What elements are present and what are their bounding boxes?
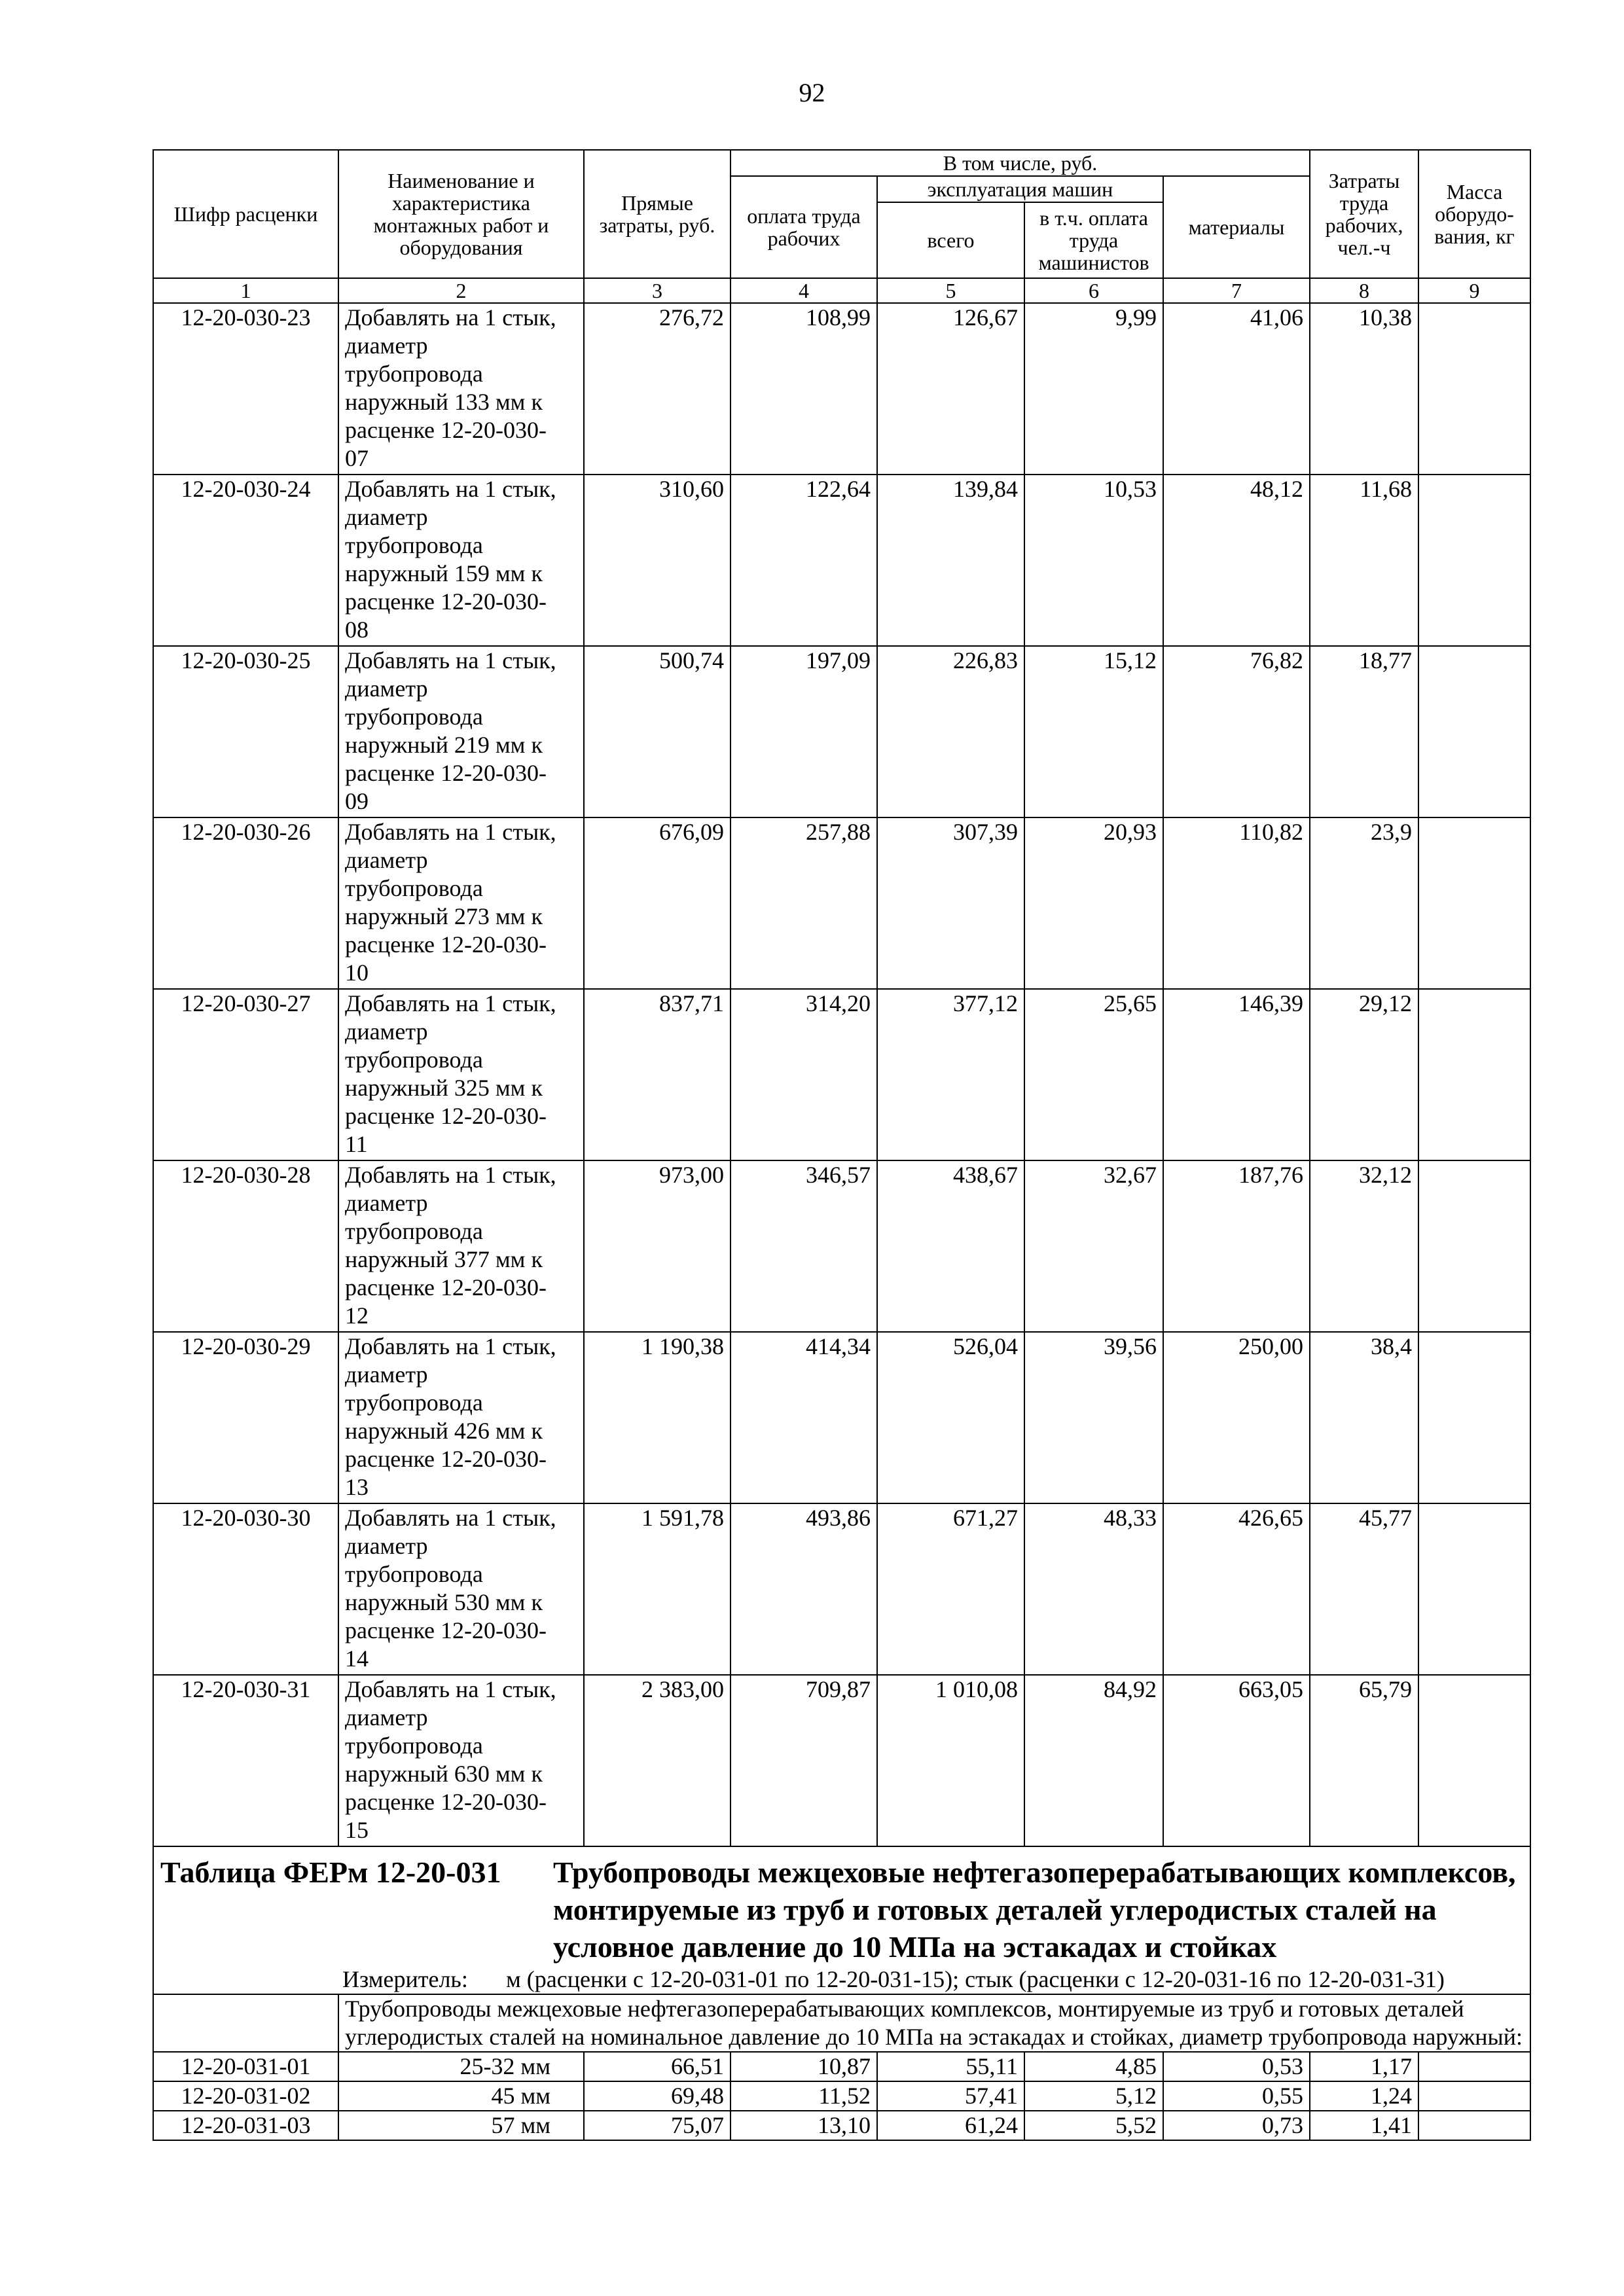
labor-hours: 11,68 xyxy=(1310,475,1418,646)
header-including: В том числе, руб. xyxy=(731,150,1310,176)
machinist-wages: 84,92 xyxy=(1024,1675,1163,1846)
machinist-wages: 25,65 xyxy=(1024,989,1163,1160)
direct-costs: 66,51 xyxy=(584,2052,731,2081)
rates-table xyxy=(153,149,1531,2141)
column-number: 7 xyxy=(1163,278,1310,303)
machine-costs: 126,67 xyxy=(877,303,1024,475)
machine-costs: 377,12 xyxy=(877,989,1024,1160)
worker-wages: 346,57 xyxy=(731,1160,877,1332)
work-description: Добавлять на 1 стык, диаметр трубопровода наружный 530 мм к расценке 12-20-030- 14 xyxy=(338,1503,584,1675)
table-row xyxy=(153,1675,1530,1846)
direct-costs: 1 190,38 xyxy=(584,1332,731,1503)
materials-cost: 146,39 xyxy=(1163,989,1310,1160)
table-row xyxy=(153,2111,1530,2140)
materials-cost: 0,73 xyxy=(1163,2111,1310,2140)
machine-costs: 307,39 xyxy=(877,817,1024,989)
rate-code: 12-20-030-25 xyxy=(153,646,338,817)
worker-wages: 197,09 xyxy=(731,646,877,817)
machinist-wages: 15,12 xyxy=(1024,646,1163,817)
direct-costs: 837,71 xyxy=(584,989,731,1160)
machine-costs: 1 010,08 xyxy=(877,1675,1024,1846)
machinist-wages: 32,67 xyxy=(1024,1160,1163,1332)
labor-hours: 1,24 xyxy=(1310,2081,1418,2111)
header-name: Наименование и характеристика монтажных работ и оборудования xyxy=(338,150,584,278)
table-row xyxy=(153,2081,1530,2111)
materials-cost: 0,53 xyxy=(1163,2052,1310,2081)
machinist-wages: 10,53 xyxy=(1024,475,1163,646)
table-caption xyxy=(160,1847,1530,1965)
machinist-wages: 48,33 xyxy=(1024,1503,1163,1675)
machine-costs: 57,41 xyxy=(877,2081,1024,2111)
materials-cost: 48,12 xyxy=(1163,475,1310,646)
work-description: Добавлять на 1 стык, диаметр трубопровода наружный 133 мм к расценке 12-20-030- 07 xyxy=(338,303,584,475)
column-number: 6 xyxy=(1024,278,1163,303)
labor-hours: 32,12 xyxy=(1310,1160,1418,1332)
table-row xyxy=(153,475,1530,646)
work-description: Добавлять на 1 стык, диаметр трубопровода наружный 426 мм к расценке 12-20-030- 13 xyxy=(338,1332,584,1503)
materials-cost: 663,05 xyxy=(1163,1675,1310,1846)
header-machinist-wages: в т.ч. оплата труда машинистов xyxy=(1024,202,1163,278)
materials-cost: 110,82 xyxy=(1163,817,1310,989)
table-caption-row xyxy=(153,1846,1530,1994)
labor-hours: 10,38 xyxy=(1310,303,1418,475)
direct-costs: 276,72 xyxy=(584,303,731,475)
worker-wages: 108,99 xyxy=(731,303,877,475)
work-description: Добавлять на 1 стык, диаметр трубопровода наружный 159 мм к расценке 12-20-030- 08 xyxy=(338,475,584,646)
materials-cost: 0,55 xyxy=(1163,2081,1310,2111)
meter-value: м (расценки с 12-20-031-01 по 12-20-031-15); стык (расценки с 12-20-031-16 по 12-20-031-31) xyxy=(506,1966,1445,1992)
column-number: 3 xyxy=(584,278,731,303)
machine-costs: 55,11 xyxy=(877,2052,1024,2081)
labor-hours: 18,77 xyxy=(1310,646,1418,817)
worker-wages: 314,20 xyxy=(731,989,877,1160)
header-materials: материалы xyxy=(1163,176,1310,278)
header-direct-costs: Прямые затраты, руб. xyxy=(584,150,731,278)
equipment-mass xyxy=(1418,303,1530,475)
labor-hours: 23,9 xyxy=(1310,817,1418,989)
worker-wages: 10,87 xyxy=(731,2052,877,2081)
labor-hours: 29,12 xyxy=(1310,989,1418,1160)
rate-code: 12-20-030-24 xyxy=(153,475,338,646)
work-description: Добавлять на 1 стык, диаметр трубопровода наружный 325 мм к расценке 12-20-030- 11 xyxy=(338,989,584,1160)
rate-code: 12-20-030-26 xyxy=(153,817,338,989)
machine-costs: 61,24 xyxy=(877,2111,1024,2140)
table-row xyxy=(153,1503,1530,1675)
materials-cost: 41,06 xyxy=(1163,303,1310,475)
table-row xyxy=(153,1332,1530,1503)
machine-costs: 139,84 xyxy=(877,475,1024,646)
labor-hours: 1,17 xyxy=(1310,2052,1418,2081)
worker-wages: 493,86 xyxy=(731,1503,877,1675)
header-labor: Затраты труда рабочих, чел.-ч xyxy=(1310,150,1418,278)
work-description: Добавлять на 1 стык, диаметр трубопровода наружный 630 мм к расценке 12-20-030- 15 xyxy=(338,1675,584,1846)
labor-hours: 65,79 xyxy=(1310,1675,1418,1846)
table-code: Таблица ФЕРм 12-20-031 xyxy=(160,1856,501,1889)
machine-costs: 438,67 xyxy=(877,1160,1024,1332)
machinist-wages: 4,85 xyxy=(1024,2052,1163,2081)
direct-costs: 973,00 xyxy=(584,1160,731,1332)
equipment-mass xyxy=(1418,2111,1530,2140)
rate-code: 12-20-030-30 xyxy=(153,1503,338,1675)
direct-costs: 676,09 xyxy=(584,817,731,989)
work-description: Добавлять на 1 стык, диаметр трубопровода наружный 219 мм к расценке 12-20-030- 09 xyxy=(338,646,584,817)
direct-costs: 1 591,78 xyxy=(584,1503,731,1675)
direct-costs: 69,48 xyxy=(584,2081,731,2111)
column-number: 5 xyxy=(877,278,1024,303)
rate-code: 12-20-030-27 xyxy=(153,989,338,1160)
direct-costs: 500,74 xyxy=(584,646,731,817)
header-machines-total: всего xyxy=(877,202,1024,278)
table-row xyxy=(153,2052,1530,2081)
machine-costs: 671,27 xyxy=(877,1503,1024,1675)
meter-label: Измеритель: xyxy=(342,1966,468,1992)
worker-wages: 122,64 xyxy=(731,475,877,646)
table-row xyxy=(153,989,1530,1160)
equipment-mass xyxy=(1418,2052,1530,2081)
machine-costs: 226,83 xyxy=(877,646,1024,817)
materials-cost: 76,82 xyxy=(1163,646,1310,817)
column-number: 4 xyxy=(731,278,877,303)
column-number: 9 xyxy=(1418,278,1530,303)
work-description: Добавлять на 1 стык, диаметр трубопровода наружный 377 мм к расценке 12-20-030- 12 xyxy=(338,1160,584,1332)
header-code: Шифр расценки xyxy=(153,150,338,278)
equipment-mass xyxy=(1418,1160,1530,1332)
work-description: 57 мм xyxy=(338,2111,584,2140)
header-wages: оплата труда рабочих xyxy=(731,176,877,278)
column-numbers-row xyxy=(153,278,1530,303)
table-title: Трубопроводы межцеховые нефтегазоперерабатывающих комплексов, монтируемые из труб и готовых деталей углеродистых сталей на условное давление до 10 МПа на эстакадах и стойках xyxy=(553,1856,1516,1964)
worker-wages: 414,34 xyxy=(731,1332,877,1503)
work-description: 45 мм xyxy=(338,2081,584,2111)
rate-code: 12-20-030-29 xyxy=(153,1332,338,1503)
column-number: 2 xyxy=(338,278,584,303)
rate-code: 12-20-031-01 xyxy=(153,2052,338,2081)
rate-code: 12-20-031-03 xyxy=(153,2111,338,2140)
worker-wages: 257,88 xyxy=(731,817,877,989)
header-mass: Масса оборудо-вания, кг xyxy=(1418,150,1530,278)
group-code-cell xyxy=(153,1994,338,2052)
direct-costs: 310,60 xyxy=(584,475,731,646)
machinist-wages: 39,56 xyxy=(1024,1332,1163,1503)
machinist-wages: 5,52 xyxy=(1024,2111,1163,2140)
machinist-wages: 20,93 xyxy=(1024,817,1163,989)
equipment-mass xyxy=(1418,646,1530,817)
materials-cost: 250,00 xyxy=(1163,1332,1310,1503)
labor-hours: 45,77 xyxy=(1310,1503,1418,1675)
equipment-mass xyxy=(1418,2081,1530,2111)
column-number: 8 xyxy=(1310,278,1418,303)
unit-of-measure xyxy=(342,1965,1530,1994)
machinist-wages: 5,12 xyxy=(1024,2081,1163,2111)
table-row xyxy=(153,817,1530,989)
worker-wages: 709,87 xyxy=(731,1675,877,1846)
equipment-mass xyxy=(1418,817,1530,989)
work-description: Добавлять на 1 стык, диаметр трубопровода наружный 273 мм к расценке 12-20-030- 10 xyxy=(338,817,584,989)
table-row xyxy=(153,1160,1530,1332)
worker-wages: 11,52 xyxy=(731,2081,877,2111)
materials-cost: 187,76 xyxy=(1163,1160,1310,1332)
labor-hours: 1,41 xyxy=(1310,2111,1418,2140)
direct-costs: 2 383,00 xyxy=(584,1675,731,1846)
direct-costs: 75,07 xyxy=(584,2111,731,2140)
table-row xyxy=(153,646,1530,817)
equipment-mass xyxy=(1418,1332,1530,1503)
work-description: 25-32 мм xyxy=(338,2052,584,2081)
equipment-mass xyxy=(1418,989,1530,1160)
rate-code: 12-20-030-31 xyxy=(153,1675,338,1846)
group-description-cell xyxy=(338,1994,1530,2052)
rate-code: 12-20-031-02 xyxy=(153,2081,338,2111)
equipment-mass xyxy=(1418,475,1530,646)
materials-cost: 426,65 xyxy=(1163,1503,1310,1675)
table-row xyxy=(153,303,1530,475)
machine-costs: 526,04 xyxy=(877,1332,1024,1503)
group-description-row xyxy=(153,1994,1530,2052)
header-machines: эксплуатация машин xyxy=(877,176,1163,202)
labor-hours: 38,4 xyxy=(1310,1332,1418,1503)
equipment-mass xyxy=(1418,1503,1530,1675)
column-number: 1 xyxy=(153,278,338,303)
equipment-mass xyxy=(1418,1675,1530,1846)
machinist-wages: 9,99 xyxy=(1024,303,1163,475)
rate-code: 12-20-030-28 xyxy=(153,1160,338,1332)
page-number: 92 xyxy=(799,78,825,107)
table-caption-cell xyxy=(153,1846,1530,1994)
rate-code: 12-20-030-23 xyxy=(153,303,338,475)
group-description: Трубопроводы межцеховые нефтегазоперерабатывающих комплексов, монтируемые из труб и готовых деталей углеродистых сталей на номинальное давление до 10 МПа на эстакадах и стойках, диаметр трубопровода наружный: xyxy=(345,1996,1523,2050)
worker-wages: 13,10 xyxy=(731,2111,877,2140)
